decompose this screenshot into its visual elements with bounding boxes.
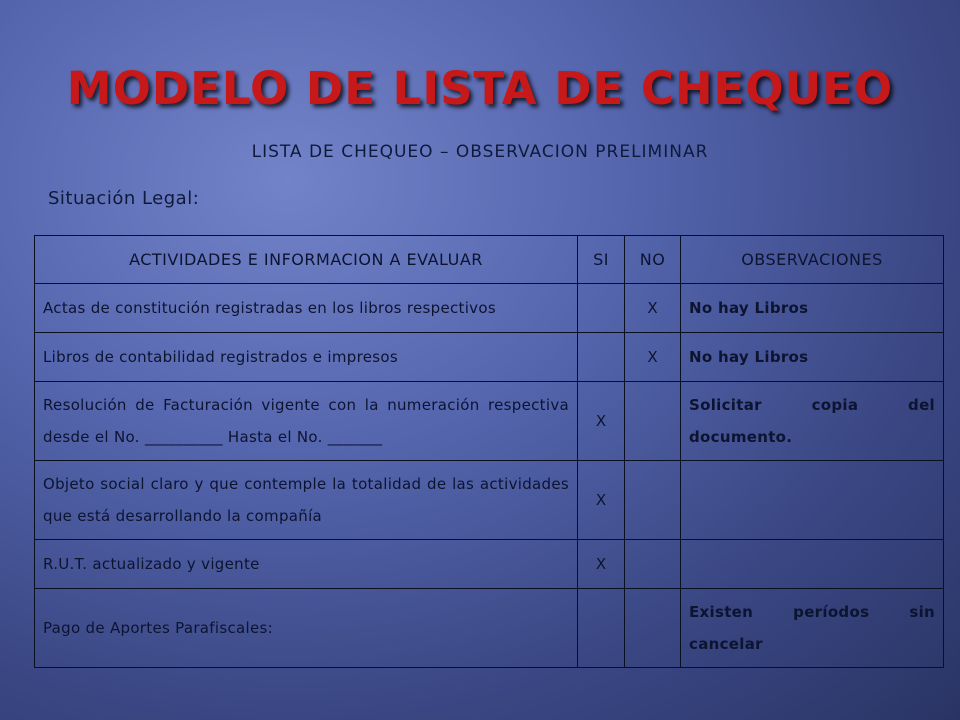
- si-cell: [578, 333, 625, 382]
- activity-cell: Pago de Aportes Parafiscales:: [35, 589, 578, 668]
- no-cell: [625, 540, 681, 589]
- observation-cell: Existen períodos sin cancelar: [681, 589, 944, 668]
- section-label: Situación Legal:: [48, 188, 200, 209]
- si-cell: X: [578, 540, 625, 589]
- activity-cell: Objeto social claro y que contemple la totalidad de las actividades que está desarrollando la compañía: [35, 461, 578, 540]
- slide-title: MODELO DE LISTA DE CHEQUEO: [66, 62, 894, 115]
- table-row: [35, 589, 944, 668]
- table-row: [35, 333, 944, 382]
- si-cell: [578, 589, 625, 668]
- checklist-table: [34, 235, 944, 668]
- si-cell: X: [578, 461, 625, 540]
- table-row: [35, 540, 944, 589]
- no-cell: [625, 589, 681, 668]
- no-cell: [625, 461, 681, 540]
- no-cell: X: [625, 284, 681, 333]
- observation-cell: [681, 461, 944, 540]
- table-row: [35, 382, 944, 461]
- observation-cell: Solicitar copia del documento.: [681, 382, 944, 461]
- table-row: [35, 284, 944, 333]
- activity-cell: Resolución de Facturación vigente con la numeración respectiva desde el No. __________ Hasta el No. _______: [35, 382, 578, 461]
- activity-cell: Actas de constitución registradas en los libros respectivos: [35, 284, 578, 333]
- observation-cell: No hay Libros: [681, 284, 944, 333]
- table-header-row: [35, 236, 944, 284]
- observation-cell: No hay Libros: [681, 333, 944, 382]
- si-cell: [578, 284, 625, 333]
- activity-cell: Libros de contabilidad registrados e impresos: [35, 333, 578, 382]
- subtitle: LISTA DE CHEQUEO – OBSERVACION PRELIMINAR: [251, 142, 709, 162]
- no-cell: [625, 382, 681, 461]
- table-row: [35, 461, 944, 540]
- no-cell: X: [625, 333, 681, 382]
- activity-cell: R.U.T. actualizado y vigente: [35, 540, 578, 589]
- observation-cell: [681, 540, 944, 589]
- si-cell: X: [578, 382, 625, 461]
- header-observations: OBSERVACIONES: [681, 236, 944, 284]
- header-no: NO: [625, 236, 681, 284]
- header-si: SI: [578, 236, 625, 284]
- header-activities: ACTIVIDADES E INFORMACION A EVALUAR: [35, 236, 578, 284]
